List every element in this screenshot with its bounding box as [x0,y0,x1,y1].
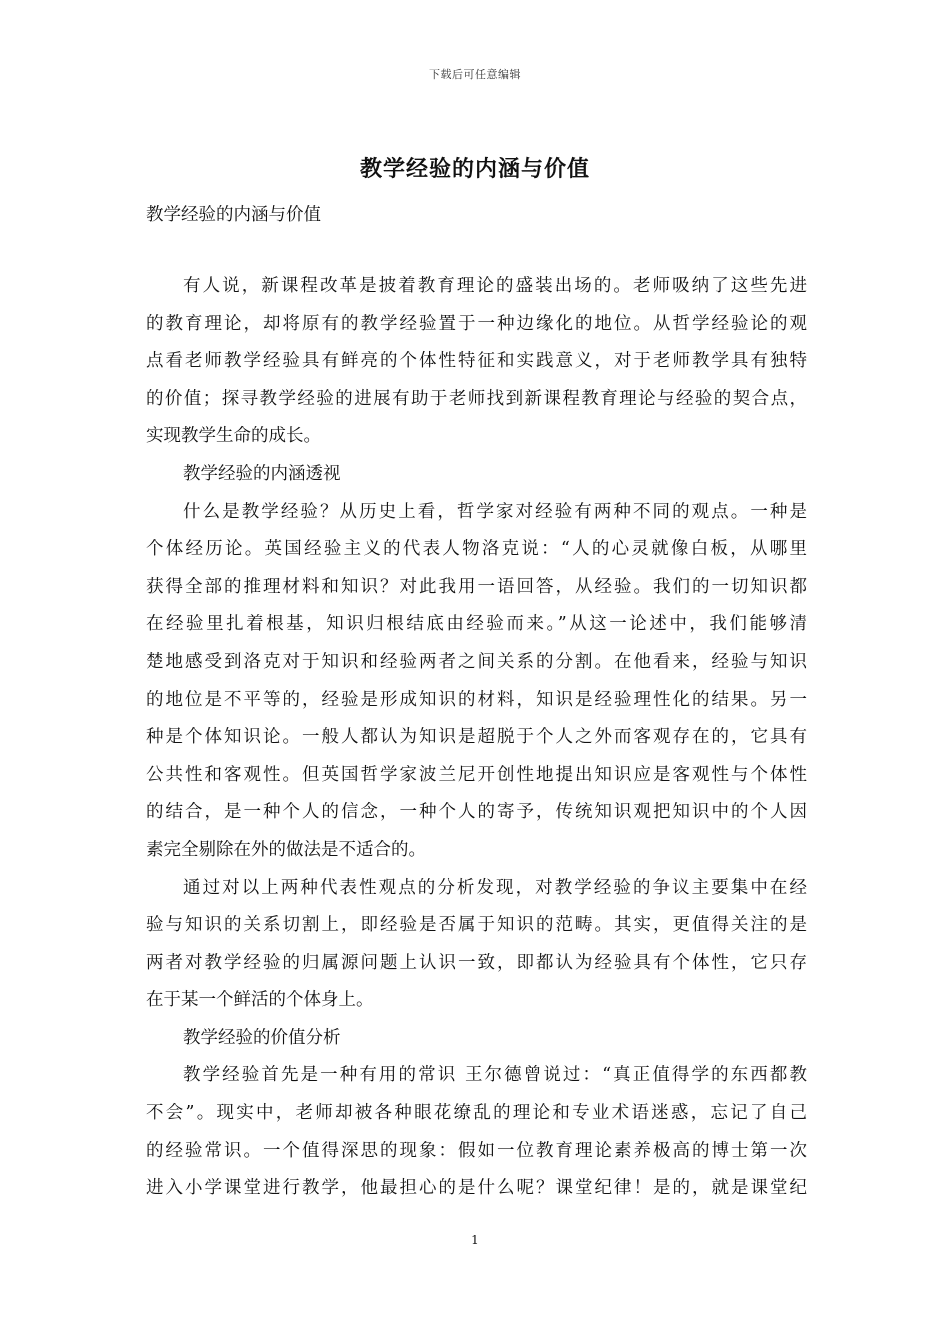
text-line: 教学经验的价值分析 [183,1027,341,1048]
text-line: 进入小学课堂进行教学，他最担心的是什么呢？课堂纪律！是的，就是课堂纪 [146,1178,807,1199]
text-line: 有人说，新课程改革是披着教育理论的盛装出场的。老师吸纳了这些先进 [183,276,807,296]
text-line: 的地位是不平等的，经验是形成知识的材料，知识是经验理性化的结果。另一 [146,689,807,710]
text-line: 两者对教学经验的归属源问题上认识一致，即都认为经验具有个体性，它只存 [146,952,807,973]
text-line: 的教育理论，却将原有的教学经验置于一种边缘化的地位。从哲学经验论的观 [146,313,807,334]
text-line: 的价值；探寻教学经验的进展有助于老师找到新课程教育理论与经验的契合点， [146,388,807,409]
text-line: 个体经历论。英国经验主义的代表人物洛克说：“人的心灵就像白板，从哪里 [146,539,807,560]
text-line: 不会”。现实中，老师却被各种眼花缭乱的理论和专业术语迷惑，忘记了自己 [146,1103,807,1124]
text-line: 教学经验的内涵透视 [183,463,341,484]
text-line: 什么是教学经验？从历史上看，哲学家对经验有两种不同的观点。一种是 [183,501,807,522]
page-header-note: 下载后可任意编辑 [429,68,521,81]
text-line: 公共性和客观性。但英国哲学家波兰尼开创性地提出知识应是客观性与个体性 [146,764,807,785]
text-line: 在经验里扎着根基，知识归根结底由经验而来。”从这一论述中，我们能够清 [146,614,807,635]
text-line: 获得全部的推理材料和知识？对此我用一语回答，从经验。我们的一切知识都 [146,576,807,597]
text-line: 种是个体知识论。一般人都认为知识是超脱于个人之外而客观存在的，它具有 [146,727,807,748]
text-line: 通过对以上两种代表性观点的分析发现，对教学经验的争议主要集中在经 [183,877,807,898]
text-line: 素完全剔除在外的做法是不适合的。 [146,839,426,860]
text-line: 在于某一个鲜活的个体身上。 [146,990,374,1011]
body-text [146,271,807,1211]
document-subtitle: 教学经验的内涵与价值 [146,205,321,225]
document-title: 教学经验的内涵与价值 [359,156,590,182]
text-line: 点看老师教学经验具有鲜亮的个体性特征和实践意义，对于老师教学具有独特 [146,351,807,372]
page-number: 1 [471,1233,479,1247]
text-line: 验与知识的关系切割上，即经验是否属于知识的范畴。其实，更值得关注的是 [146,915,807,936]
text-line: 楚地感受到洛克对于知识和经验两者之间关系的分割。在他看来，经验与知识 [146,651,807,672]
text-line: 的经验常识。一个值得深思的现象：假如一位教育理论素养极高的博士第一次 [146,1140,807,1161]
text-line: 教学经验首先是一种有用的常识 王尔德曾说过：“真正值得学的东西都教 [183,1065,807,1086]
text-line: 的结合，是一种个人的信念，一种个人的寄予，传统知识观把知识中的个人因 [146,802,807,823]
text-line: 实现教学生命的成长。 [146,426,321,447]
